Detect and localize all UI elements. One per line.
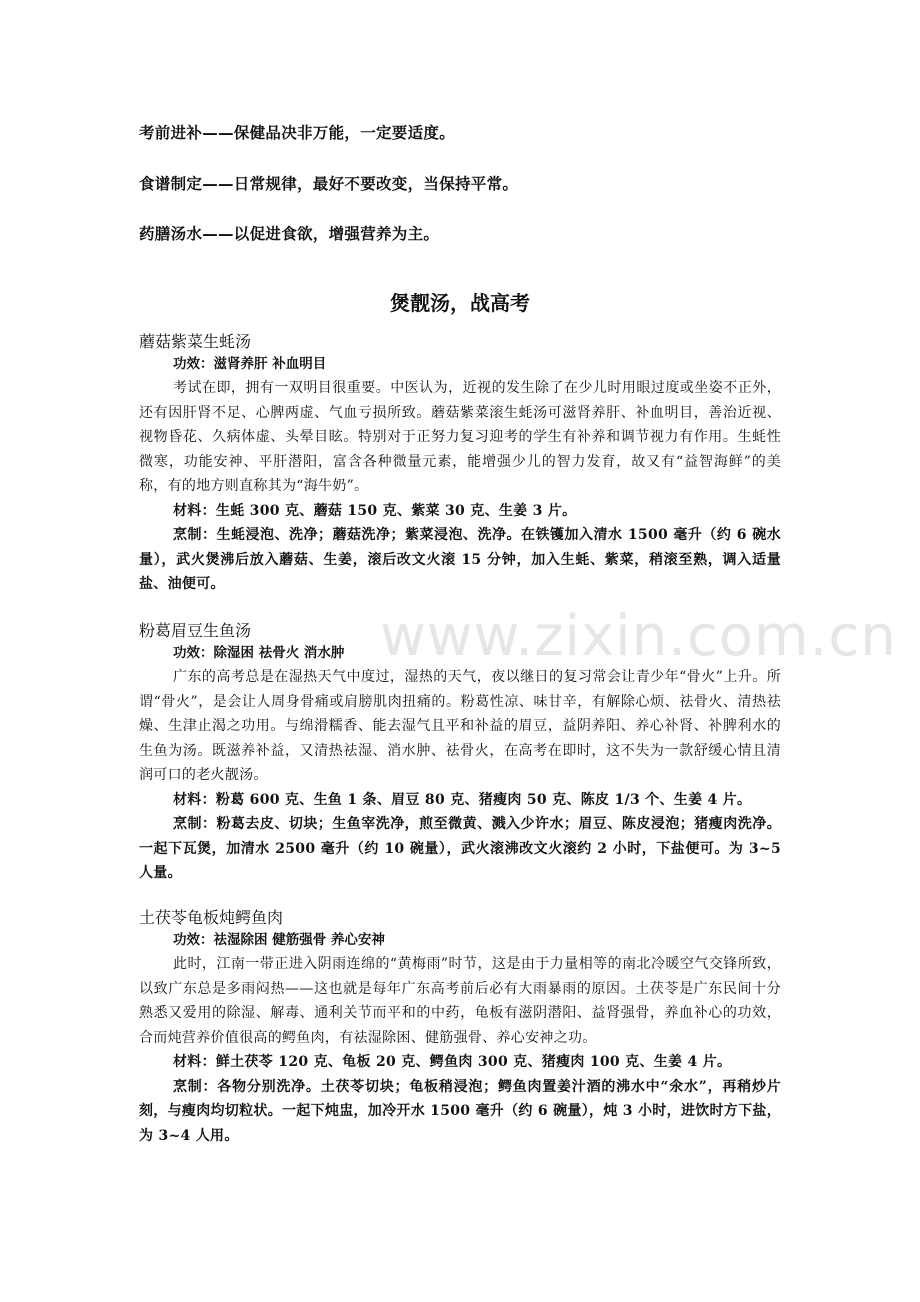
- recipe-description: 广东的高考总是在湿热天气中度过，湿热的天气，夜以继日的复习常会让青少年“骨火”上升。所谓“骨火”，是会让人周身骨痛或肩膀肌肉扭痛的。粉葛性凉、味甘辛，有解除心烦、祛骨火、清热祛燥、生津止渴之功用。与绵滑糯香、能去湿气且平和补益的眉豆，益阴养阳、养心补肾、补脾利水的生鱼为汤。既滋养补益，又清热祛湿、消水肿、祛骨火，在高考在即时，这不失为一款舒缓心情且清润可口的老火靓汤。: [139, 669, 781, 783]
- recipe-section: [139, 620, 781, 886]
- recipe-description: 考试在即，拥有一双明目很重要。中医认为，近视的发生除了在少儿时用眼过度或坐姿不正外，还有因肝肾不足、心脾两虚、气血亏损所致。蘑菇紫菜滚生蚝汤可滋肾养肝、补血明目，善治近视、视物昏花、久病体虚、头晕目眩。特别对于正努力复习迎考的学生有补养和调节视力有作用。生蚝性微寒，功能安神、平肝潜阳，富含各种微量元素，能增强少儿的智力发育，故又有“益智海鲜”的美称，有的地方则直称其为“海牛奶”。: [139, 380, 781, 494]
- recipe-description: 此时，江南一带正进入阴雨连绵的“黄梅雨”时节，这是由于力量相等的南北冷暖空气交锋所致，以致广东总是多雨闷热——这也就是每年广东高考前后必有大雨暴雨的原因。土茯苓是广东民间十分熟悉又爱用的除湿、解毒、通利关节而平和的中药，龟板有滋阴潜阳、益肾强骨，养血补心的功效，合而炖营养价值很高的鳄鱼肉，有祛湿除困、健筋强骨、养心安神之功。: [139, 956, 781, 1046]
- recipe-effect: 功效：除湿困 祛骨火 消水肿: [173, 645, 345, 661]
- tip-line: 考前进补——保健品决非万能，一定要适度。: [139, 124, 456, 142]
- recipe-ingredients: 材料：生蚝 300 克、蘑菇 150 克、紫菜 30 克、生姜 3 片。: [173, 502, 577, 519]
- recipe-name: 土茯苓龟板炖鳄鱼肉: [139, 908, 284, 927]
- tip-line: 药膳汤水——以促进食欲，增强营养为主。: [139, 225, 440, 243]
- recipe-method: 烹制：粉葛去皮、切块；生鱼宰洗净，煎至微黄、溅入少许水；眉豆、陈皮浸泡；猪瘦肉洗净。一起下瓦煲，加清水 2500 毫升（约 10 碗量），武火滚沸改文火滚约 2 小时，下盐便可。为 3~5 人量。: [139, 816, 781, 881]
- tip-line: 食谱制定——日常规律，最好不要改变，当保持平常。: [139, 175, 519, 193]
- recipe-name: 粉葛眉豆生鱼汤: [139, 621, 252, 640]
- page-title: 煲靓汤，战高考: [390, 291, 530, 315]
- recipe-ingredients: 材料：粉葛 600 克、生鱼 1 条、眉豆 80 克、猪瘦肉 50 克、陈皮 1/3 个、生姜 4 片。: [173, 791, 752, 808]
- recipe-name: 蘑菇紫菜生蚝汤: [139, 332, 252, 351]
- recipe-effect: 功效：祛湿除困 健筋强骨 养心安神: [173, 932, 385, 948]
- recipe-effect: 功效：滋肾养肝 补血明目: [173, 356, 327, 372]
- recipe-method: 烹制：各物分别洗净。土茯苓切块；龟板稍浸泡；鳄鱼肉置姜汁酒的沸水中“氽水”，再稍炒片刻，与瘦肉均切粒状。一起下炖盅，加冷开水 1500 毫升（约 6 碗量），炖 3 小时，进饮时方下盐，为 3~4 人用。: [139, 1078, 781, 1144]
- recipe-section: [139, 331, 781, 597]
- recipe-section: [139, 907, 781, 1148]
- recipe-method: 烹制：生蚝浸泡、洗净；蘑菇洗净；紫菜浸泡、洗净。在铁镬加入清水 1500 毫升（约 6 碗水量），武火煲沸后放入蘑菇、生姜，滚后改文火滚 15 分钟，加入生蚝、紫菜，稍滚至熟，调入适量盐、油便可。: [139, 527, 781, 592]
- recipe-ingredients: 材料：鲜土茯苓 120 克、龟板 20 克、鳄鱼肉 300 克、猪瘦肉 100 克、生姜 4 片。: [173, 1054, 732, 1070]
- watermark: www.zixin.com.cn: [380, 604, 897, 669]
